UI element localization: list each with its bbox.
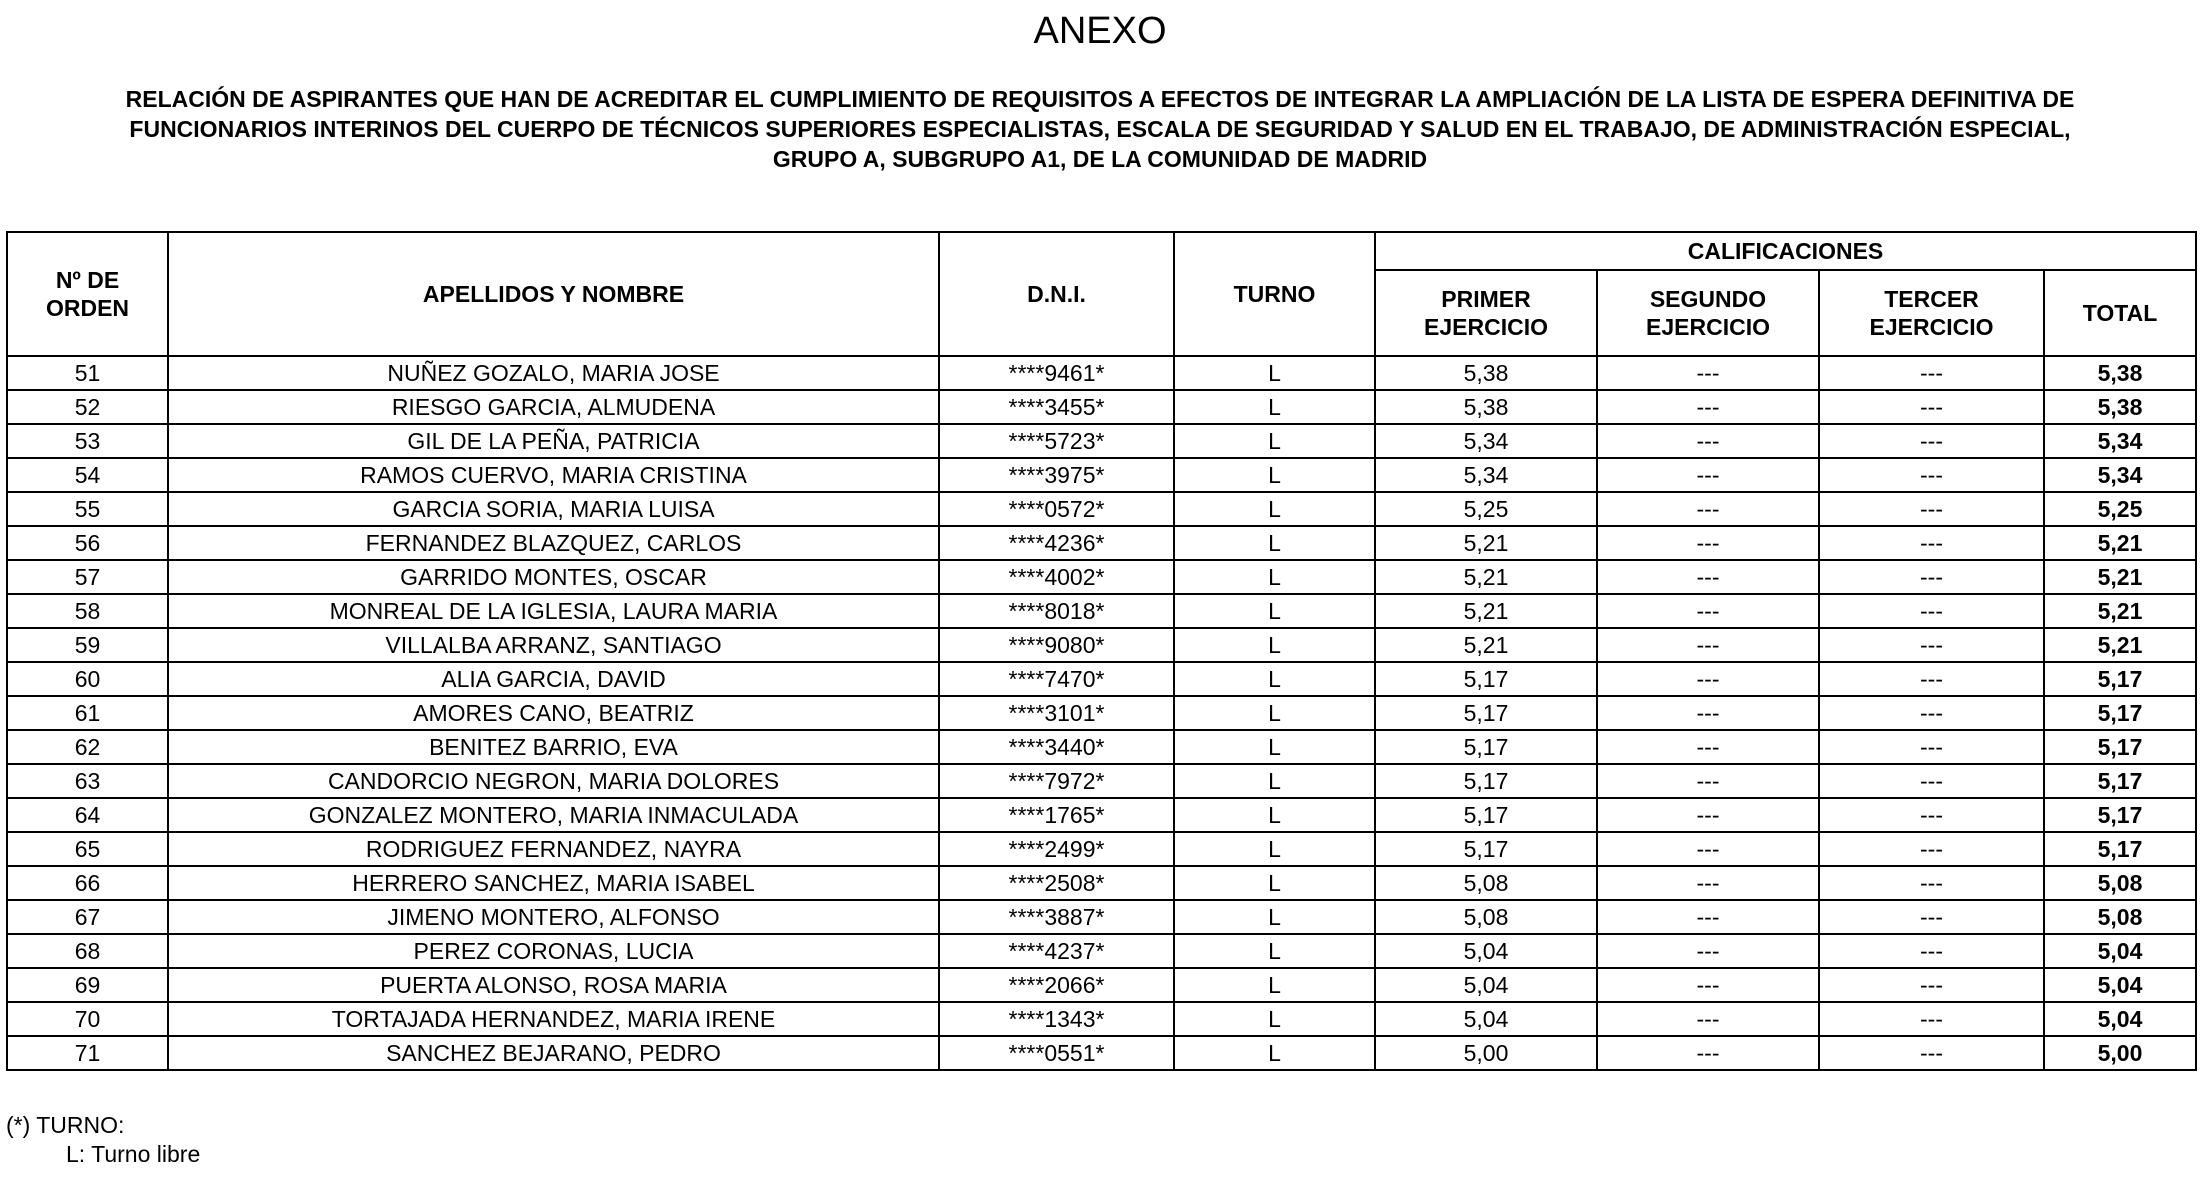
col-header-primer-line1: PRIMER xyxy=(1441,286,1531,312)
cell-orden: 63 xyxy=(7,764,168,798)
cell-segundo-ejercicio: --- xyxy=(1597,764,1819,798)
cell-segundo-ejercicio: --- xyxy=(1597,390,1819,424)
cell-dni: ****2066* xyxy=(939,968,1174,1002)
cell-turno: L xyxy=(1174,356,1375,390)
cell-nombre: SANCHEZ BEJARANO, PEDRO xyxy=(168,1036,939,1070)
cell-turno: L xyxy=(1174,492,1375,526)
table-row xyxy=(7,764,2196,798)
col-header-tercer-line1: TERCER xyxy=(1884,286,1979,312)
col-header-orden-line2: ORDEN xyxy=(45,295,130,321)
cell-dni: ****1765* xyxy=(939,798,1174,832)
cell-segundo-ejercicio: --- xyxy=(1597,356,1819,390)
cell-total: 5,34 xyxy=(2044,424,2196,458)
cell-tercer-ejercicio: --- xyxy=(1819,526,2044,560)
cell-primer-ejercicio: 5,17 xyxy=(1375,696,1597,730)
cell-total: 5,34 xyxy=(2044,458,2196,492)
cell-primer-ejercicio: 5,17 xyxy=(1375,832,1597,866)
cell-primer-ejercicio: 5,17 xyxy=(1375,730,1597,764)
cell-nombre: PEREZ CORONAS, LUCIA xyxy=(168,934,939,968)
cell-nombre: JIMENO MONTERO, ALFONSO xyxy=(168,900,939,934)
cell-total: 5,04 xyxy=(2044,1002,2196,1036)
cell-turno: L xyxy=(1174,866,1375,900)
cell-tercer-ejercicio: --- xyxy=(1819,662,2044,696)
cell-segundo-ejercicio: --- xyxy=(1597,798,1819,832)
cell-orden: 56 xyxy=(7,526,168,560)
cell-tercer-ejercicio: --- xyxy=(1819,764,2044,798)
table-row xyxy=(7,492,2196,526)
cell-tercer-ejercicio: --- xyxy=(1819,934,2044,968)
cell-dni: ****2499* xyxy=(939,832,1174,866)
cell-turno: L xyxy=(1174,1036,1375,1070)
table-row xyxy=(7,526,2196,560)
cell-tercer-ejercicio: --- xyxy=(1819,560,2044,594)
cell-orden: 67 xyxy=(7,900,168,934)
cell-total: 5,21 xyxy=(2044,526,2196,560)
cell-segundo-ejercicio: --- xyxy=(1597,832,1819,866)
subtitle-line-3: GRUPO A, SUBGRUPO A1, DE LA COMUNIDAD DE MADRID xyxy=(772,146,1428,172)
cell-tercer-ejercicio: --- xyxy=(1819,832,2044,866)
cell-total: 5,17 xyxy=(2044,696,2196,730)
cell-segundo-ejercicio: --- xyxy=(1597,1036,1819,1070)
cell-segundo-ejercicio: --- xyxy=(1597,900,1819,934)
col-header-dni: D.N.I. xyxy=(939,232,1174,356)
cell-turno: L xyxy=(1174,424,1375,458)
table-row xyxy=(7,594,2196,628)
cell-orden: 55 xyxy=(7,492,168,526)
table-body xyxy=(7,356,2196,1070)
cell-orden: 54 xyxy=(7,458,168,492)
cell-total: 5,17 xyxy=(2044,832,2196,866)
cell-tercer-ejercicio: --- xyxy=(1819,424,2044,458)
cell-segundo-ejercicio: --- xyxy=(1597,492,1819,526)
cell-segundo-ejercicio: --- xyxy=(1597,526,1819,560)
cell-orden: 52 xyxy=(7,390,168,424)
cell-turno: L xyxy=(1174,968,1375,1002)
col-header-calificaciones: CALIFICACIONES xyxy=(1375,232,2196,270)
cell-segundo-ejercicio: --- xyxy=(1597,1002,1819,1036)
cell-dni: ****3440* xyxy=(939,730,1174,764)
cell-tercer-ejercicio: --- xyxy=(1819,1036,2044,1070)
cell-segundo-ejercicio: --- xyxy=(1597,424,1819,458)
cell-turno: L xyxy=(1174,832,1375,866)
cell-primer-ejercicio: 5,34 xyxy=(1375,424,1597,458)
cell-orden: 70 xyxy=(7,1002,168,1036)
cell-total: 5,21 xyxy=(2044,594,2196,628)
cell-dni: ****9080* xyxy=(939,628,1174,662)
cell-dni: ****9461* xyxy=(939,356,1174,390)
table-row xyxy=(7,662,2196,696)
col-header-segundo-line2: EJERCICIO xyxy=(1646,314,1770,340)
table-row xyxy=(7,798,2196,832)
cell-dni: ****3455* xyxy=(939,390,1174,424)
cell-turno: L xyxy=(1174,696,1375,730)
cell-tercer-ejercicio: --- xyxy=(1819,390,2044,424)
table-row xyxy=(7,934,2196,968)
cell-nombre: GONZALEZ MONTERO, MARIA INMACULADA xyxy=(168,798,939,832)
cell-orden: 65 xyxy=(7,832,168,866)
cell-nombre: BENITEZ BARRIO, EVA xyxy=(168,730,939,764)
cell-dni: ****4002* xyxy=(939,560,1174,594)
cell-turno: L xyxy=(1174,798,1375,832)
cell-total: 5,21 xyxy=(2044,560,2196,594)
cell-tercer-ejercicio: --- xyxy=(1819,1002,2044,1036)
cell-primer-ejercicio: 5,25 xyxy=(1375,492,1597,526)
cell-primer-ejercicio: 5,38 xyxy=(1375,356,1597,390)
col-header-segundo-line1: SEGUNDO xyxy=(1649,286,1767,312)
cell-nombre: PUERTA ALONSO, ROSA MARIA xyxy=(168,968,939,1002)
cell-orden: 60 xyxy=(7,662,168,696)
cell-primer-ejercicio: 5,17 xyxy=(1375,764,1597,798)
cell-tercer-ejercicio: --- xyxy=(1819,492,2044,526)
cell-tercer-ejercicio: --- xyxy=(1819,696,2044,730)
cell-total: 5,00 xyxy=(2044,1036,2196,1070)
cell-total: 5,04 xyxy=(2044,934,2196,968)
cell-orden: 61 xyxy=(7,696,168,730)
cell-segundo-ejercicio: --- xyxy=(1597,730,1819,764)
cell-nombre: RAMOS CUERVO, MARIA CRISTINA xyxy=(168,458,939,492)
cell-segundo-ejercicio: --- xyxy=(1597,628,1819,662)
cell-tercer-ejercicio: --- xyxy=(1819,356,2044,390)
cell-primer-ejercicio: 5,21 xyxy=(1375,628,1597,662)
cell-dni: ****3887* xyxy=(939,900,1174,934)
cell-primer-ejercicio: 5,04 xyxy=(1375,1002,1597,1036)
cell-segundo-ejercicio: --- xyxy=(1597,662,1819,696)
cell-primer-ejercicio: 5,08 xyxy=(1375,900,1597,934)
cell-nombre: VILLALBA ARRANZ, SANTIAGO xyxy=(168,628,939,662)
cell-turno: L xyxy=(1174,560,1375,594)
cell-turno: L xyxy=(1174,628,1375,662)
cell-tercer-ejercicio: --- xyxy=(1819,866,2044,900)
table-row xyxy=(7,900,2196,934)
cell-total: 5,08 xyxy=(2044,866,2196,900)
cell-orden: 71 xyxy=(7,1036,168,1070)
cell-segundo-ejercicio: --- xyxy=(1597,968,1819,1002)
cell-tercer-ejercicio: --- xyxy=(1819,730,2044,764)
cell-segundo-ejercicio: --- xyxy=(1597,594,1819,628)
col-header-orden-line1: Nº DE xyxy=(55,267,120,293)
table-row xyxy=(7,458,2196,492)
table-row xyxy=(7,696,2196,730)
cell-tercer-ejercicio: --- xyxy=(1819,628,2044,662)
cell-orden: 69 xyxy=(7,968,168,1002)
cell-nombre: CANDORCIO NEGRON, MARIA DOLORES xyxy=(168,764,939,798)
cell-primer-ejercicio: 5,04 xyxy=(1375,934,1597,968)
footnote-label: (*) TURNO: xyxy=(6,1112,125,1138)
cell-turno: L xyxy=(1174,390,1375,424)
col-header-orden xyxy=(7,232,168,356)
cell-turno: L xyxy=(1174,458,1375,492)
cell-tercer-ejercicio: --- xyxy=(1819,594,2044,628)
col-header-turno: TURNO xyxy=(1174,232,1375,356)
cell-orden: 51 xyxy=(7,356,168,390)
cell-segundo-ejercicio: --- xyxy=(1597,560,1819,594)
table-row xyxy=(7,1002,2196,1036)
table-row xyxy=(7,424,2196,458)
cell-orden: 57 xyxy=(7,560,168,594)
cell-total: 5,25 xyxy=(2044,492,2196,526)
cell-tercer-ejercicio: --- xyxy=(1819,900,2044,934)
cell-dni: ****0551* xyxy=(939,1036,1174,1070)
cell-primer-ejercicio: 5,00 xyxy=(1375,1036,1597,1070)
cell-total: 5,17 xyxy=(2044,662,2196,696)
cell-dni: ****2508* xyxy=(939,866,1174,900)
candidates-table xyxy=(6,231,2197,1071)
cell-nombre: TORTAJADA HERNANDEZ, MARIA IRENE xyxy=(168,1002,939,1036)
cell-turno: L xyxy=(1174,730,1375,764)
cell-nombre: RIESGO GARCIA, ALMUDENA xyxy=(168,390,939,424)
cell-turno: L xyxy=(1174,662,1375,696)
cell-dni: ****3101* xyxy=(939,696,1174,730)
cell-dni: ****7972* xyxy=(939,764,1174,798)
cell-segundo-ejercicio: --- xyxy=(1597,934,1819,968)
col-header-tercer-line2: EJERCICIO xyxy=(1869,314,1994,340)
cell-nombre: GARRIDO MONTES, OSCAR xyxy=(168,560,939,594)
cell-total: 5,17 xyxy=(2044,764,2196,798)
cell-tercer-ejercicio: --- xyxy=(1819,798,2044,832)
cell-total: 5,17 xyxy=(2044,798,2196,832)
cell-turno: L xyxy=(1174,594,1375,628)
cell-segundo-ejercicio: --- xyxy=(1597,696,1819,730)
table-row xyxy=(7,1036,2196,1070)
col-header-tercer xyxy=(1819,270,2044,356)
table-row xyxy=(7,628,2196,662)
table-row xyxy=(7,866,2196,900)
cell-total: 5,17 xyxy=(2044,730,2196,764)
cell-nombre: GIL DE LA PEÑA, PATRICIA xyxy=(168,424,939,458)
cell-dni: ****7470* xyxy=(939,662,1174,696)
table-row xyxy=(7,390,2196,424)
cell-dni: ****1343* xyxy=(939,1002,1174,1036)
cell-primer-ejercicio: 5,04 xyxy=(1375,968,1597,1002)
cell-nombre: ALIA GARCIA, DAVID xyxy=(168,662,939,696)
cell-turno: L xyxy=(1174,934,1375,968)
cell-total: 5,08 xyxy=(2044,900,2196,934)
cell-orden: 64 xyxy=(7,798,168,832)
cell-nombre: NUÑEZ GOZALO, MARIA JOSE xyxy=(168,356,939,390)
cell-nombre: GARCIA SORIA, MARIA LUISA xyxy=(168,492,939,526)
cell-nombre: HERRERO SANCHEZ, MARIA ISABEL xyxy=(168,866,939,900)
cell-primer-ejercicio: 5,21 xyxy=(1375,594,1597,628)
cell-dni: ****5723* xyxy=(939,424,1174,458)
cell-nombre: AMORES CANO, BEATRIZ xyxy=(168,696,939,730)
col-header-segundo xyxy=(1597,270,1819,356)
cell-turno: L xyxy=(1174,764,1375,798)
subtitle-line-2: FUNCIONARIOS INTERINOS DEL CUERPO DE TÉCNICOS SUPERIORES ESPECIALISTAS, ESCALA DE SEGURIDAD Y SALUD EN EL TRABAJO, DE ADMINISTRACIÓN ESPECIAL, xyxy=(129,116,2071,142)
col-header-primer xyxy=(1375,270,1597,356)
cell-segundo-ejercicio: --- xyxy=(1597,866,1819,900)
cell-tercer-ejercicio: --- xyxy=(1819,968,2044,1002)
cell-dni: ****3975* xyxy=(939,458,1174,492)
cell-primer-ejercicio: 5,17 xyxy=(1375,662,1597,696)
cell-segundo-ejercicio: --- xyxy=(1597,458,1819,492)
cell-total: 5,38 xyxy=(2044,356,2196,390)
col-header-primer-line2: EJERCICIO xyxy=(1424,314,1548,340)
cell-turno: L xyxy=(1174,1002,1375,1036)
cell-total: 5,38 xyxy=(2044,390,2196,424)
cell-total: 5,21 xyxy=(2044,628,2196,662)
cell-dni: ****4237* xyxy=(939,934,1174,968)
cell-orden: 68 xyxy=(7,934,168,968)
cell-orden: 59 xyxy=(7,628,168,662)
cell-primer-ejercicio: 5,38 xyxy=(1375,390,1597,424)
cell-primer-ejercicio: 5,34 xyxy=(1375,458,1597,492)
table-row xyxy=(7,356,2196,390)
cell-dni: ****0572* xyxy=(939,492,1174,526)
footnote-legend: L: Turno libre xyxy=(66,1141,201,1167)
document-subtitle xyxy=(10,84,2190,174)
cell-dni: ****4236* xyxy=(939,526,1174,560)
cell-orden: 66 xyxy=(7,866,168,900)
table-row xyxy=(7,560,2196,594)
subtitle-line-1: RELACIÓN DE ASPIRANTES QUE HAN DE ACREDITAR EL CUMPLIMIENTO DE REQUISITOS A EFECTOS DE INTEGRAR LA AMPLIACIÓN DE LA LISTA DE ESPERA DEFINITIVA DE xyxy=(125,86,2075,112)
cell-orden: 58 xyxy=(7,594,168,628)
cell-orden: 62 xyxy=(7,730,168,764)
cell-primer-ejercicio: 5,21 xyxy=(1375,526,1597,560)
table-row xyxy=(7,832,2196,866)
table-row xyxy=(7,968,2196,1002)
cell-orden: 53 xyxy=(7,424,168,458)
cell-nombre: FERNANDEZ BLAZQUEZ, CARLOS xyxy=(168,526,939,560)
table-row xyxy=(7,730,2196,764)
cell-primer-ejercicio: 5,17 xyxy=(1375,798,1597,832)
cell-nombre: MONREAL DE LA IGLESIA, LAURA MARIA xyxy=(168,594,939,628)
cell-turno: L xyxy=(1174,900,1375,934)
cell-turno: L xyxy=(1174,526,1375,560)
cell-dni: ****8018* xyxy=(939,594,1174,628)
document-title: ANEXO xyxy=(1033,10,1167,52)
cell-primer-ejercicio: 5,08 xyxy=(1375,866,1597,900)
col-header-total: TOTAL xyxy=(2044,270,2196,356)
cell-nombre: RODRIGUEZ FERNANDEZ, NAYRA xyxy=(168,832,939,866)
col-header-nombre: APELLIDOS Y NOMBRE xyxy=(168,232,939,356)
cell-total: 5,04 xyxy=(2044,968,2196,1002)
cell-primer-ejercicio: 5,21 xyxy=(1375,560,1597,594)
cell-tercer-ejercicio: --- xyxy=(1819,458,2044,492)
